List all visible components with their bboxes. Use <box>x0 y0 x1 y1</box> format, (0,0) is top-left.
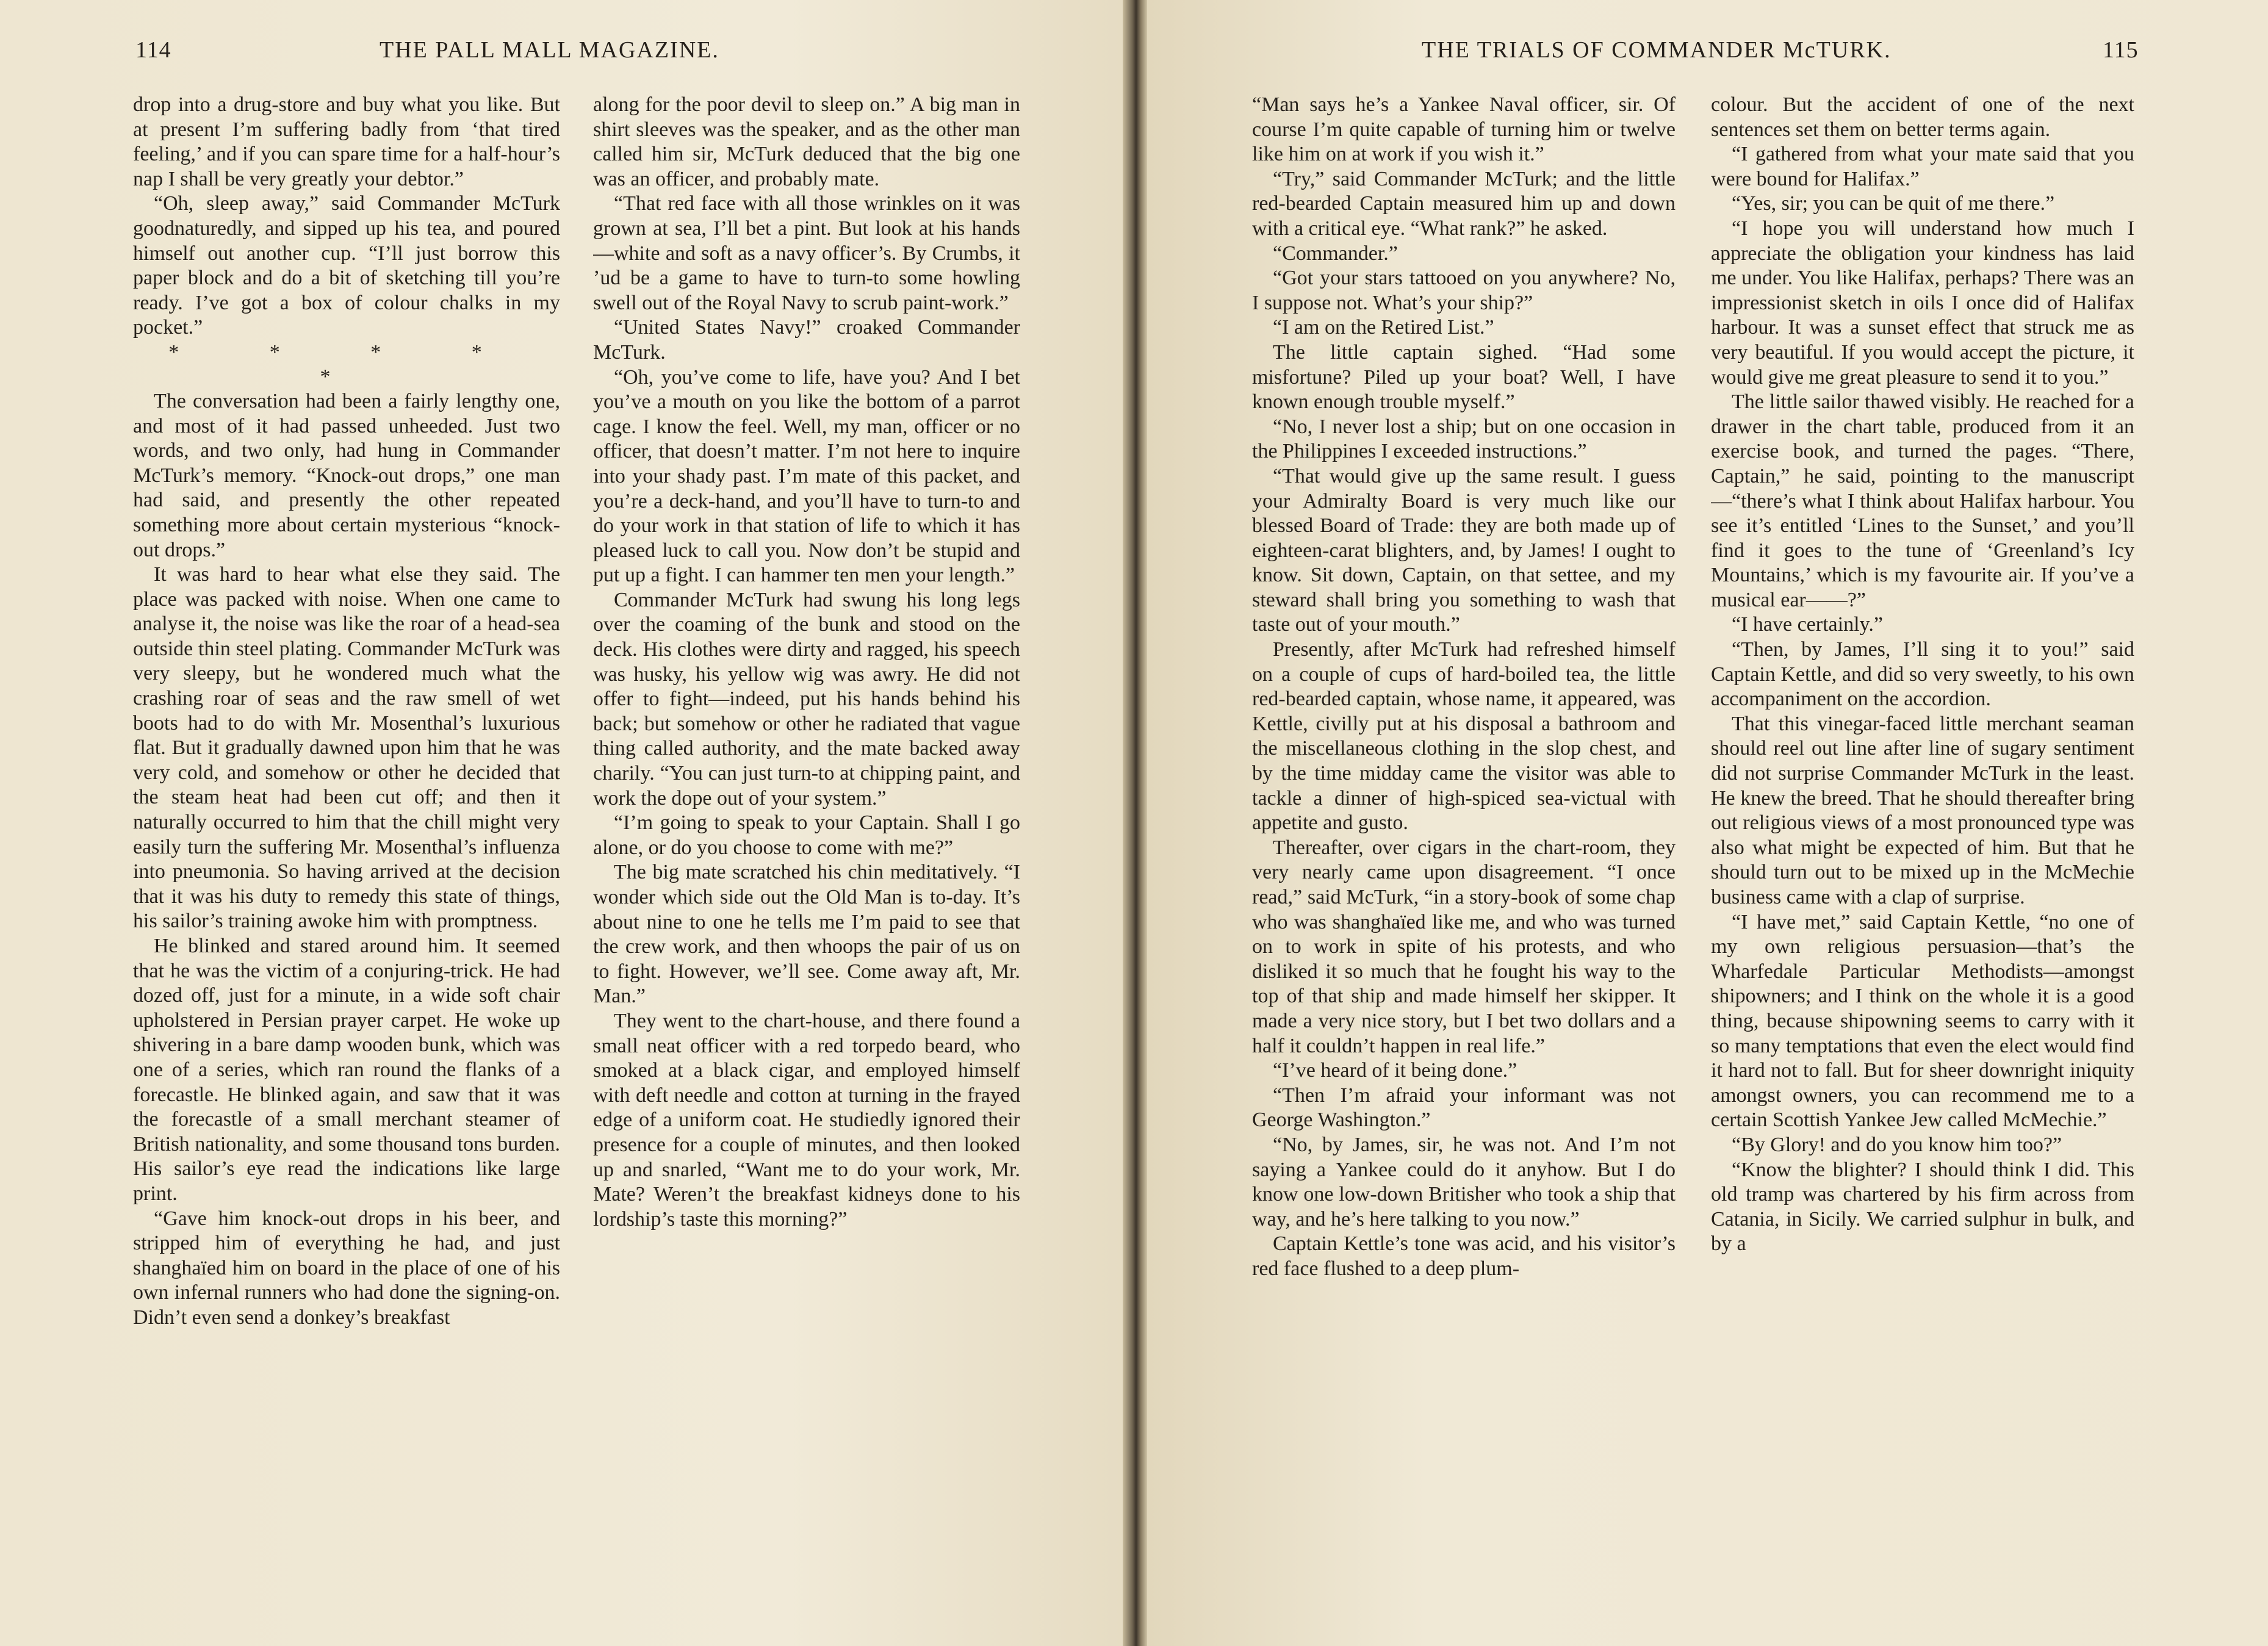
left-column-1 <box>133 93 560 1575</box>
paragraph: “Then, by James, I’ll sing it to you!” said Captain Kettle, and did so very sweetly, to his own accompaniment on the accordion. <box>1711 638 2134 711</box>
paragraph: “That red face with all those wrinkles on it was grown at sea, I’ll bet a pint. But look at his hands—white and soft as a navy officer’s. By Crumbs, it ’ud be a game to have to turn-to some howling swell out of the Royal Navy to scrub paint-work.” <box>593 192 1020 314</box>
paragraph: The conversation had been a fairly lengthy one, and most of it had passed unheeded. Just two words, and two only, had hung in Commander McTurk’s memory. “Knock-out drops,” one man had said, and presently the other repeated something more about certain mysterious “knock-out drops.” <box>133 389 560 561</box>
paragraph: “I gathered from what your mate said that you were bound for Halifax.” <box>1711 143 2134 190</box>
paragraph: The little captain sighed. “Had some misfortune? Piled up your boat? Well, I have known enough trouble myself.” <box>1252 340 1676 414</box>
section-break: * * * * * <box>168 340 525 388</box>
page-number-left: 114 <box>135 37 171 63</box>
paragraph: Commander McTurk had swung his long legs over the coaming of the bunk and stood on the deck. His clothes were dirty and ragged, his speech was husky, his yellow wig was awry. He did not offer to fight—indeed, put his hands behind his back; but somehow or other he radiated that vague thing called authority, and the mate backed away charily. “You can just turn-to at chipping paint, and work the dope out of your system.” <box>593 588 1020 810</box>
paragraph: The little sailor thawed visibly. He reached for a drawer in the chart table, produced from it an exercise book, and turned the pages. “There, Captain,” he said, pointing to the manuscript—“there’s what I think about Halifax harbour. You see it’s entitled ‘Lines to the Sunset,’ and you’ll find it goes to the tune of ‘Greenland’s Icy Mountains,’ which is my favourite air. If you’ve a musical ear——?” <box>1711 390 2134 611</box>
left-page <box>0 0 1123 1646</box>
paragraph: Captain Kettle’s tone was acid, and his visitor’s red face flushed to a deep plum- <box>1252 1232 1676 1280</box>
book-gutter <box>1123 0 1147 1646</box>
right-column-1 <box>1252 93 1676 1575</box>
paragraph: “Gave him knock-out drops in his beer, and stripped him of everything he had, and just shanghaïed him on board in the place of one of his own infernal runners who had done the signing-on. Didn’t even send a donkey’s breakfast <box>133 1207 560 1329</box>
right-page <box>1147 0 2268 1646</box>
left-column-2 <box>593 93 1020 1575</box>
paragraph: “That would give up the same result. I guess your Admiralty Board is very much like our blessed Board of Trade: they are both made up of eighteen-carat blighters, and, by James! I ought to know. Sit down, Captain, on that settee, and my steward shall bring you something to wash that taste out of your mouth.” <box>1252 464 1676 636</box>
paragraph: “Yes, sir; you can be quit of me there.” <box>1732 192 2055 215</box>
paragraph: Presently, after McTurk had refreshed himself on a couple of cups of hard-boiled tea, the little red-bearded captain, whose name, it appeared, was Kettle, civilly put at his disposal a bathroom and the miscellaneous clothing in the slop chest, and by the time midday came the visitor was able to tackle a dinner of high-spiced sea-victual with appetite and gusto. <box>1252 638 1676 835</box>
running-head-left: THE PALL MALL MAGAZINE. <box>380 37 719 63</box>
paragraph: “I hope you will understand how much I appreciate the obligation your kindness has laid me under. You like Halifax, perhaps? There was an impressionist sketch in oils I once did of Halifax harbour. It was a sunset effect that struck me as very beautiful. If you would accept the picture, it would give me great pleasure to send it to you.” <box>1711 217 2134 389</box>
paragraph: “Know the blighter? I should think I did. This old tramp was chartered by his firm across from Catania, in Sicily. We carried sulphur in bulk, and by a <box>1711 1158 2134 1256</box>
paragraph: Thereafter, over cigars in the chart-room, they very nearly came upon disagreement. “I once read,” said McTurk, “in a story-book of some chap who was shanghaïed like me, and who was turned on to work in spite of his protests, and who disliked it so much that he fought his way to the top of that ship and made himself her skipper. It made a very nice story, but I bet two dollars and a half it couldn’t happen in real life.” <box>1252 836 1676 1057</box>
paragraph: “Man says he’s a Yankee Naval officer, sir. Of course I’m quite capable of turning him or twelve like him on at work if you wish it.” <box>1252 93 1676 166</box>
paragraph: “I’m going to speak to your Captain. Shall I go alone, or do you choose to come with me?” <box>593 811 1020 859</box>
paragraph: It was hard to hear what else they said. The place was packed with noise. When one came to analyse it, the noise was like the roar of a head-sea outside thin steel plating. Commander McTurk was very sleepy, but he wondered much what the crashing roar of seas and the raw smell of wet boots had to do with Mr. Mosenthal’s luxurious flat. But it gradually dawned upon him that he was very cold, and somehow or other he decided that the steam heat had been cut off; and then it naturally occurred to him that the chill might very easily turn the suffering Mr. Mosenthal’s influenza into pneumonia. So having arrived at the decision that it was his duty to remedy this state of things, his sailor’s training awoke him with promptness. <box>133 563 560 933</box>
paragraph: “Then I’m afraid your informant was not George Washington.” <box>1252 1084 1676 1132</box>
paragraph: “I have met,” said Captain Kettle, “no one of my own religious persuasion—that’s the Wharfedale Particular Methodists—amongst shipowners; and I think on the whole it is a good thing, because shipowning seems to carry with it so many temptations that even the elect would find it hard not to fall. But for sheer downright iniquity amongst owners, you can recommend me to a certain Scottish Yankee Jew called McMechie.” <box>1711 910 2134 1132</box>
paragraph: “Oh, you’ve come to life, have you? And I bet you’ve a mouth on you like the bottom of a parrot cage. I know the feel. Well, my man, officer or no officer, that doesn’t matter. I’m not here to inquire into your shady past. I’m mate of this packet, and you’re a deck-hand, and you’ll have to turn-to and do your work in that station of life to which it has pleased luck to call you. Now don’t be stupid and put up a fight. I can hammer ten men your length.” <box>593 365 1020 587</box>
paragraph: The big mate scratched his chin meditatively. “I wonder which side out the Old Man is to-day. It’s about nine to one he tells me I’m paid to see that the crew work, and then whoops the pair of us on to fight. However, we’ll see. Come away aft, Mr. Man.” <box>593 861 1020 1008</box>
paragraph: colour. But the accident of one of the next sentences set them on better terms again. <box>1711 93 2134 141</box>
paragraph: “I have certainly.” <box>1732 613 1883 636</box>
page-number-right: 115 <box>2103 37 2139 63</box>
paragraph: “No, by James, sir, he was not. And I’m not saying a Yankee could do it anyhow. But I do know one low-down Britisher who took a ship that way, and he’s here talking to you now.” <box>1252 1133 1676 1231</box>
running-head-right: THE TRIALS OF COMMANDER McTURK. <box>1422 37 1892 63</box>
paragraph: “Try,” said Commander McTurk; and the little red-bearded Captain measured him up and down with a critical eye. “What rank?” he asked. <box>1252 167 1676 240</box>
paragraph: “I’ve heard of it being done.” <box>1273 1059 1517 1082</box>
paragraph: They went to the chart-house, and there found a small neat officer with a red torpedo beard, who smoked at a black cigar, and employed himself with deft needle and cotton at turning in the frayed edge of a uniform coat. He studiedly ignored their presence for a couple of minutes, and then looked up and snarled, “Want me to do your work, Mr. Mate? Weren’t the breakfast kidneys done to his lordship’s taste this morning?” <box>593 1009 1020 1231</box>
paragraph: “No, I never lost a ship; but on one occasion in the Philippines I exceeded instructions.” <box>1252 415 1676 463</box>
right-column-2 <box>1711 93 2134 1575</box>
paragraph: That this vinegar-faced little merchant seaman should reel out line after line of sugary sentiment did not surprise Commander McTurk in the least. He knew the breed. That he should thereafter bring out religious views of a most pronounced type was also what might be expected of him. But that he should turn out to be mixed up in the McMechie business came with a clap of surprise. <box>1711 712 2134 908</box>
paragraph: “By Glory! and do you know him too?” <box>1732 1133 2062 1156</box>
paragraph: “I am on the Retired List.” <box>1273 316 1494 339</box>
paragraph: drop into a drug-store and buy what you like. But at present I’m suffering badly from ‘that tired feeling,’ and if you can spare time for a half-hour’s nap I shall be very greatly your debtor.” <box>133 93 560 190</box>
paragraph: He blinked and stared around him. It seemed that he was the victim of a conjuring-trick. He had dozed off, just for a minute, in a wide soft chair upholstered in Persian prayer carpet. He woke up shivering in a bare damp wooden bunk, which was one of a series, which ran round the flanks of a forecastle. He blinked again, and saw that it was the forecastle of a small merchant steamer of British nationality, and some thousand tons burden. His sailor’s eye read the indications like large print. <box>133 935 560 1205</box>
paragraph: “Commander.” <box>1273 242 1398 265</box>
paragraph: “United States Navy!” croaked Commander McTurk. <box>593 316 1020 364</box>
paragraph: “Oh, sleep away,” said Commander McTurk goodnaturedly, and sipped up his tea, and poured himself out another cup. “I’ll just borrow this paper block and do a bit of sketching till you’re ready. I’ve got a box of colour chalks in my pocket.” <box>133 192 560 339</box>
paragraph: along for the poor devil to sleep on.” A big man in shirt sleeves was the speaker, and as the other man called him sir, McTurk deduced that the big one was an officer, and probably mate. <box>593 93 1020 190</box>
paragraph: “Got your stars tattooed on you anywhere? No, I suppose not. What’s your ship?” <box>1252 267 1676 314</box>
